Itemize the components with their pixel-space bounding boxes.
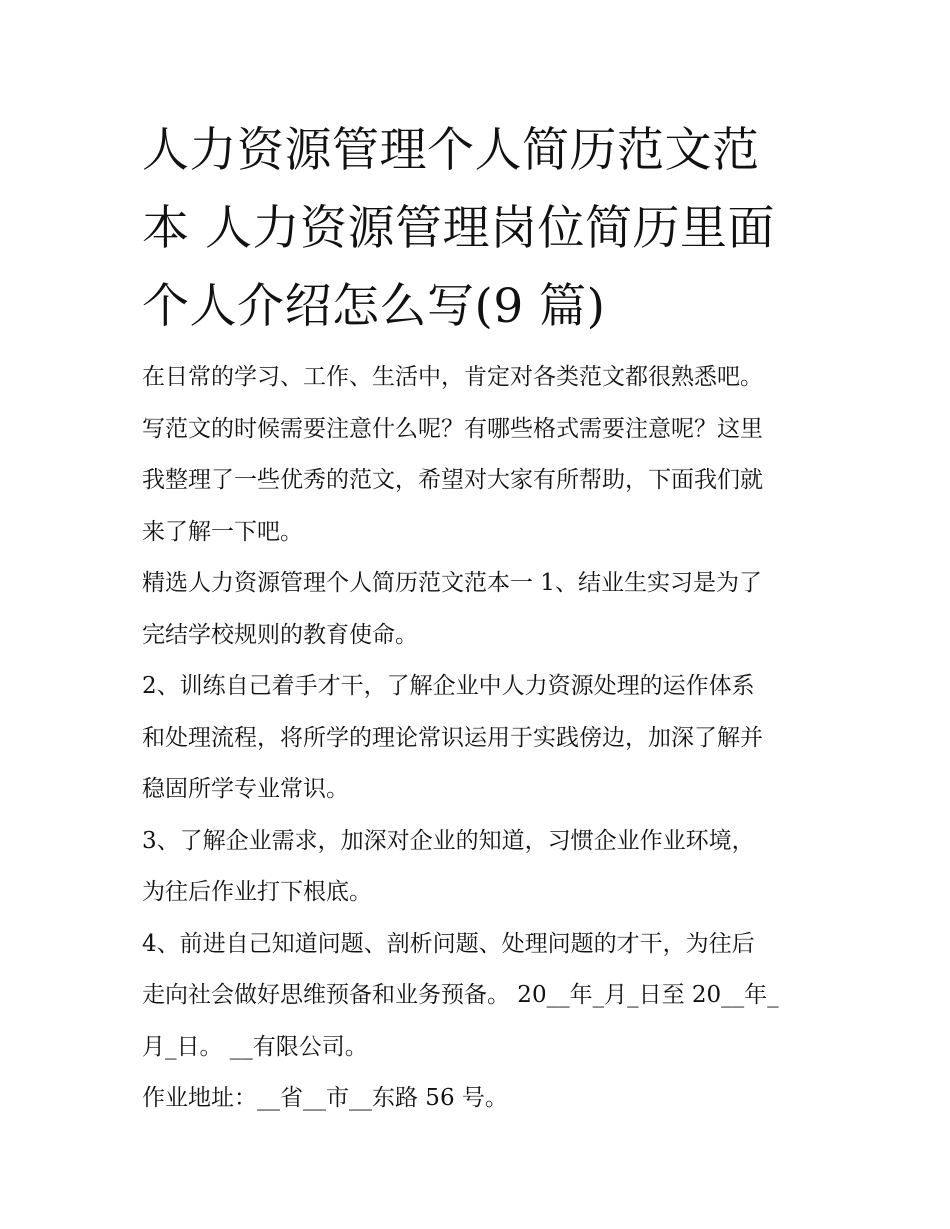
paragraph-line: 月_日。 __有限公司。	[142, 1033, 368, 1060]
item-2-paragraph	[142, 661, 822, 816]
paragraph-line: 4、前进自己知道问题、剖析问题、处理问题的才干，为往后	[142, 930, 755, 957]
title-line-2: 本 人力资源管理岗位简历里面	[142, 201, 775, 256]
address-paragraph	[142, 1073, 822, 1125]
paragraph-line: 稳固所学专业常识。	[142, 776, 349, 802]
paragraph-line: 我整理了一些优秀的范文，希望对大家有所帮助，下面我们就	[142, 467, 763, 493]
paragraph-line: 为往后作业打下根底。	[142, 879, 372, 905]
item-1-paragraph	[142, 558, 822, 661]
paragraph-line: 和处理流程，将所学的理论常识运用于实践傍边，加深了解并	[142, 724, 763, 751]
paragraph-line: 精选人力资源管理个人简历范文范本一 1、结业生实习是为了	[142, 570, 762, 596]
paragraph-line: 来了解一下吧。	[142, 518, 303, 545]
item-4-paragraph	[142, 919, 822, 1074]
paragraph-line: 完结学校规则的教育使命。	[142, 621, 418, 648]
title-line-1: 人力资源管理个人简历范文范	[142, 123, 760, 178]
paragraph-line: 在日常的学习、工作、生活中，肯定对各类范文都很熟悉吧。	[142, 364, 763, 390]
paragraph-line: 作业地址：__省__市__东路 56 号。	[142, 1085, 508, 1111]
title-line-3: 个人介绍怎么写(9 篇)	[142, 279, 606, 334]
paragraph-line: 2、训练自己着手才干，了解企业中人力资源处理的运作体系	[142, 673, 755, 699]
paragraph-line: 写范文的时候需要注意什么呢？有哪些格式需要注意呢？这里	[142, 415, 763, 442]
item-3-paragraph	[142, 816, 822, 919]
paragraph-line: 3、了解企业需求，加深对企业的知道，习惯企业作业环境，	[142, 827, 755, 854]
paragraph-line: 走向社会做好思维预备和业务预备。 20__年_月_日至 20__年_	[142, 982, 779, 1008]
document-title	[142, 112, 822, 346]
intro-paragraph	[142, 352, 822, 558]
document-body	[142, 352, 822, 1125]
